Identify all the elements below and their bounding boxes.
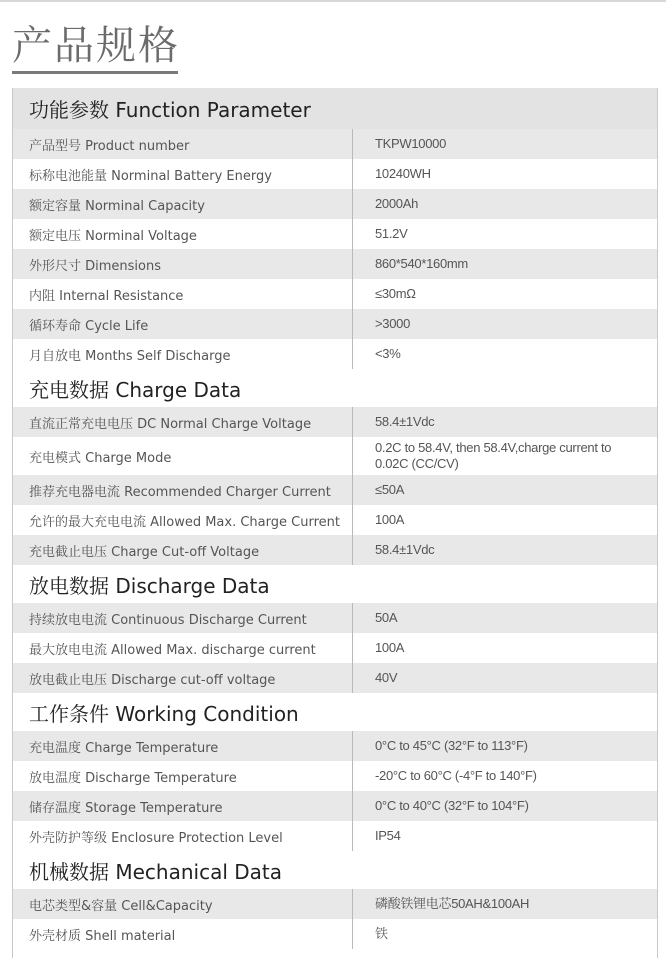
section-header-mechanical-data: 机械数据 Mechanical Data (29, 859, 282, 884)
table-row (13, 407, 657, 437)
row-value: 50A (375, 610, 398, 625)
table-row (13, 791, 657, 821)
row-value: >3000 (375, 316, 411, 331)
row-value: 磷酸铁锂电芯50AH&100AH (375, 896, 530, 911)
row-value: 10240WH (375, 166, 431, 181)
row-label: 最大放电电流 Allowed Max. discharge current (13, 633, 353, 663)
row-value: <3% (375, 346, 401, 361)
section-header-working-condition: 工作条件 Working Condition (29, 701, 299, 726)
section-header-charge-data: 充电数据 Charge Data (29, 377, 242, 402)
row-label: 标称电池能量 Norminal Battery Energy (13, 159, 353, 189)
row-value: 58.4±1Vdc (375, 542, 435, 557)
table-row (13, 189, 657, 219)
row-label: 循环寿命 Cycle Life (13, 309, 353, 339)
row-value: ≤50A (375, 482, 405, 497)
table-row (13, 731, 657, 761)
table-row (13, 159, 657, 189)
row-label: 放电截止电压 Discharge cut-off voltage (13, 663, 353, 693)
page-title: 产品规格 (12, 23, 180, 69)
table-row (13, 437, 657, 475)
table-row (13, 821, 657, 851)
table-row (13, 279, 657, 309)
row-label: 月自放电 Months Self Discharge (13, 339, 353, 369)
top-divider (0, 0, 666, 2)
row-value: -20°C to 60°C (-4°F to 140°F) (375, 768, 537, 783)
table-row (13, 761, 657, 791)
table-row (13, 339, 657, 369)
row-label: 内阻 Internal Resistance (13, 279, 353, 309)
table-row (13, 309, 657, 339)
section-header-function-parameter: 功能参数 Function Parameter (13, 88, 657, 129)
row-label: 持续放电电流 Continuous Discharge Current (13, 603, 353, 633)
row-value: 51.2V (375, 226, 408, 241)
row-value: 40V (375, 670, 398, 685)
row-label: 允许的最大充电电流 Allowed Max. Charge Current (13, 505, 353, 535)
table-row (13, 535, 657, 565)
row-value: 58.4±1Vdc (375, 414, 435, 429)
row-value: IP54 (375, 828, 401, 843)
row-label: 外壳防护等级 Enclosure Protection Level (13, 821, 353, 851)
table-row (13, 919, 657, 949)
row-value: ≤30mΩ (375, 286, 416, 301)
row-value: 100A (375, 640, 405, 655)
row-value: TKPW10000 (375, 136, 447, 151)
row-label: 直流正常充电电压 DC Normal Charge Voltage (13, 407, 353, 437)
section-header-discharge-data: 放电数据 Discharge Data (29, 573, 270, 598)
row-label: 额定容量 Norminal Capacity (13, 189, 353, 219)
table-row (13, 219, 657, 249)
table-row (13, 475, 657, 505)
row-value: 0°C to 45°C (32°F to 113°F) (375, 738, 528, 753)
row-label: 额定电压 Norminal Voltage (13, 219, 353, 249)
table-row (13, 129, 657, 159)
table-row (13, 889, 657, 919)
row-value: 860*540*160mm (375, 256, 468, 271)
row-label: 外形尺寸 Dimensions (13, 249, 353, 279)
row-label: 电芯类型&容量 Cell&Capacity (13, 889, 353, 919)
row-value: 0.2C to 58.4V, then 58.4V,charge current to 0.02C (CC/CV) (375, 440, 612, 471)
row-value: 2000Ah (375, 196, 419, 211)
title-underline (12, 71, 178, 74)
row-value: 100A (375, 512, 405, 527)
row-label: 充电截止电压 Charge Cut-off Voltage (13, 535, 353, 565)
row-label: 推荐充电器电流 Recommended Charger Current (13, 475, 353, 505)
row-label: 产品型号 Product number (13, 129, 353, 159)
row-value: 0°C to 40°C (32°F to 104°F) (375, 798, 529, 813)
table-row (13, 633, 657, 663)
row-label: 充电温度 Charge Temperature (13, 731, 353, 761)
row-label: 充电模式 Charge Mode (13, 437, 353, 475)
row-label: 储存温度 Storage Temperature (13, 791, 353, 821)
table-row (13, 663, 657, 693)
row-value: 铁 (375, 926, 388, 941)
row-label: 放电温度 Discharge Temperature (13, 761, 353, 791)
spec-table (12, 88, 658, 958)
table-row (13, 505, 657, 535)
table-row (13, 249, 657, 279)
row-label: 外壳材质 Shell material (13, 919, 353, 949)
table-row (13, 603, 657, 633)
